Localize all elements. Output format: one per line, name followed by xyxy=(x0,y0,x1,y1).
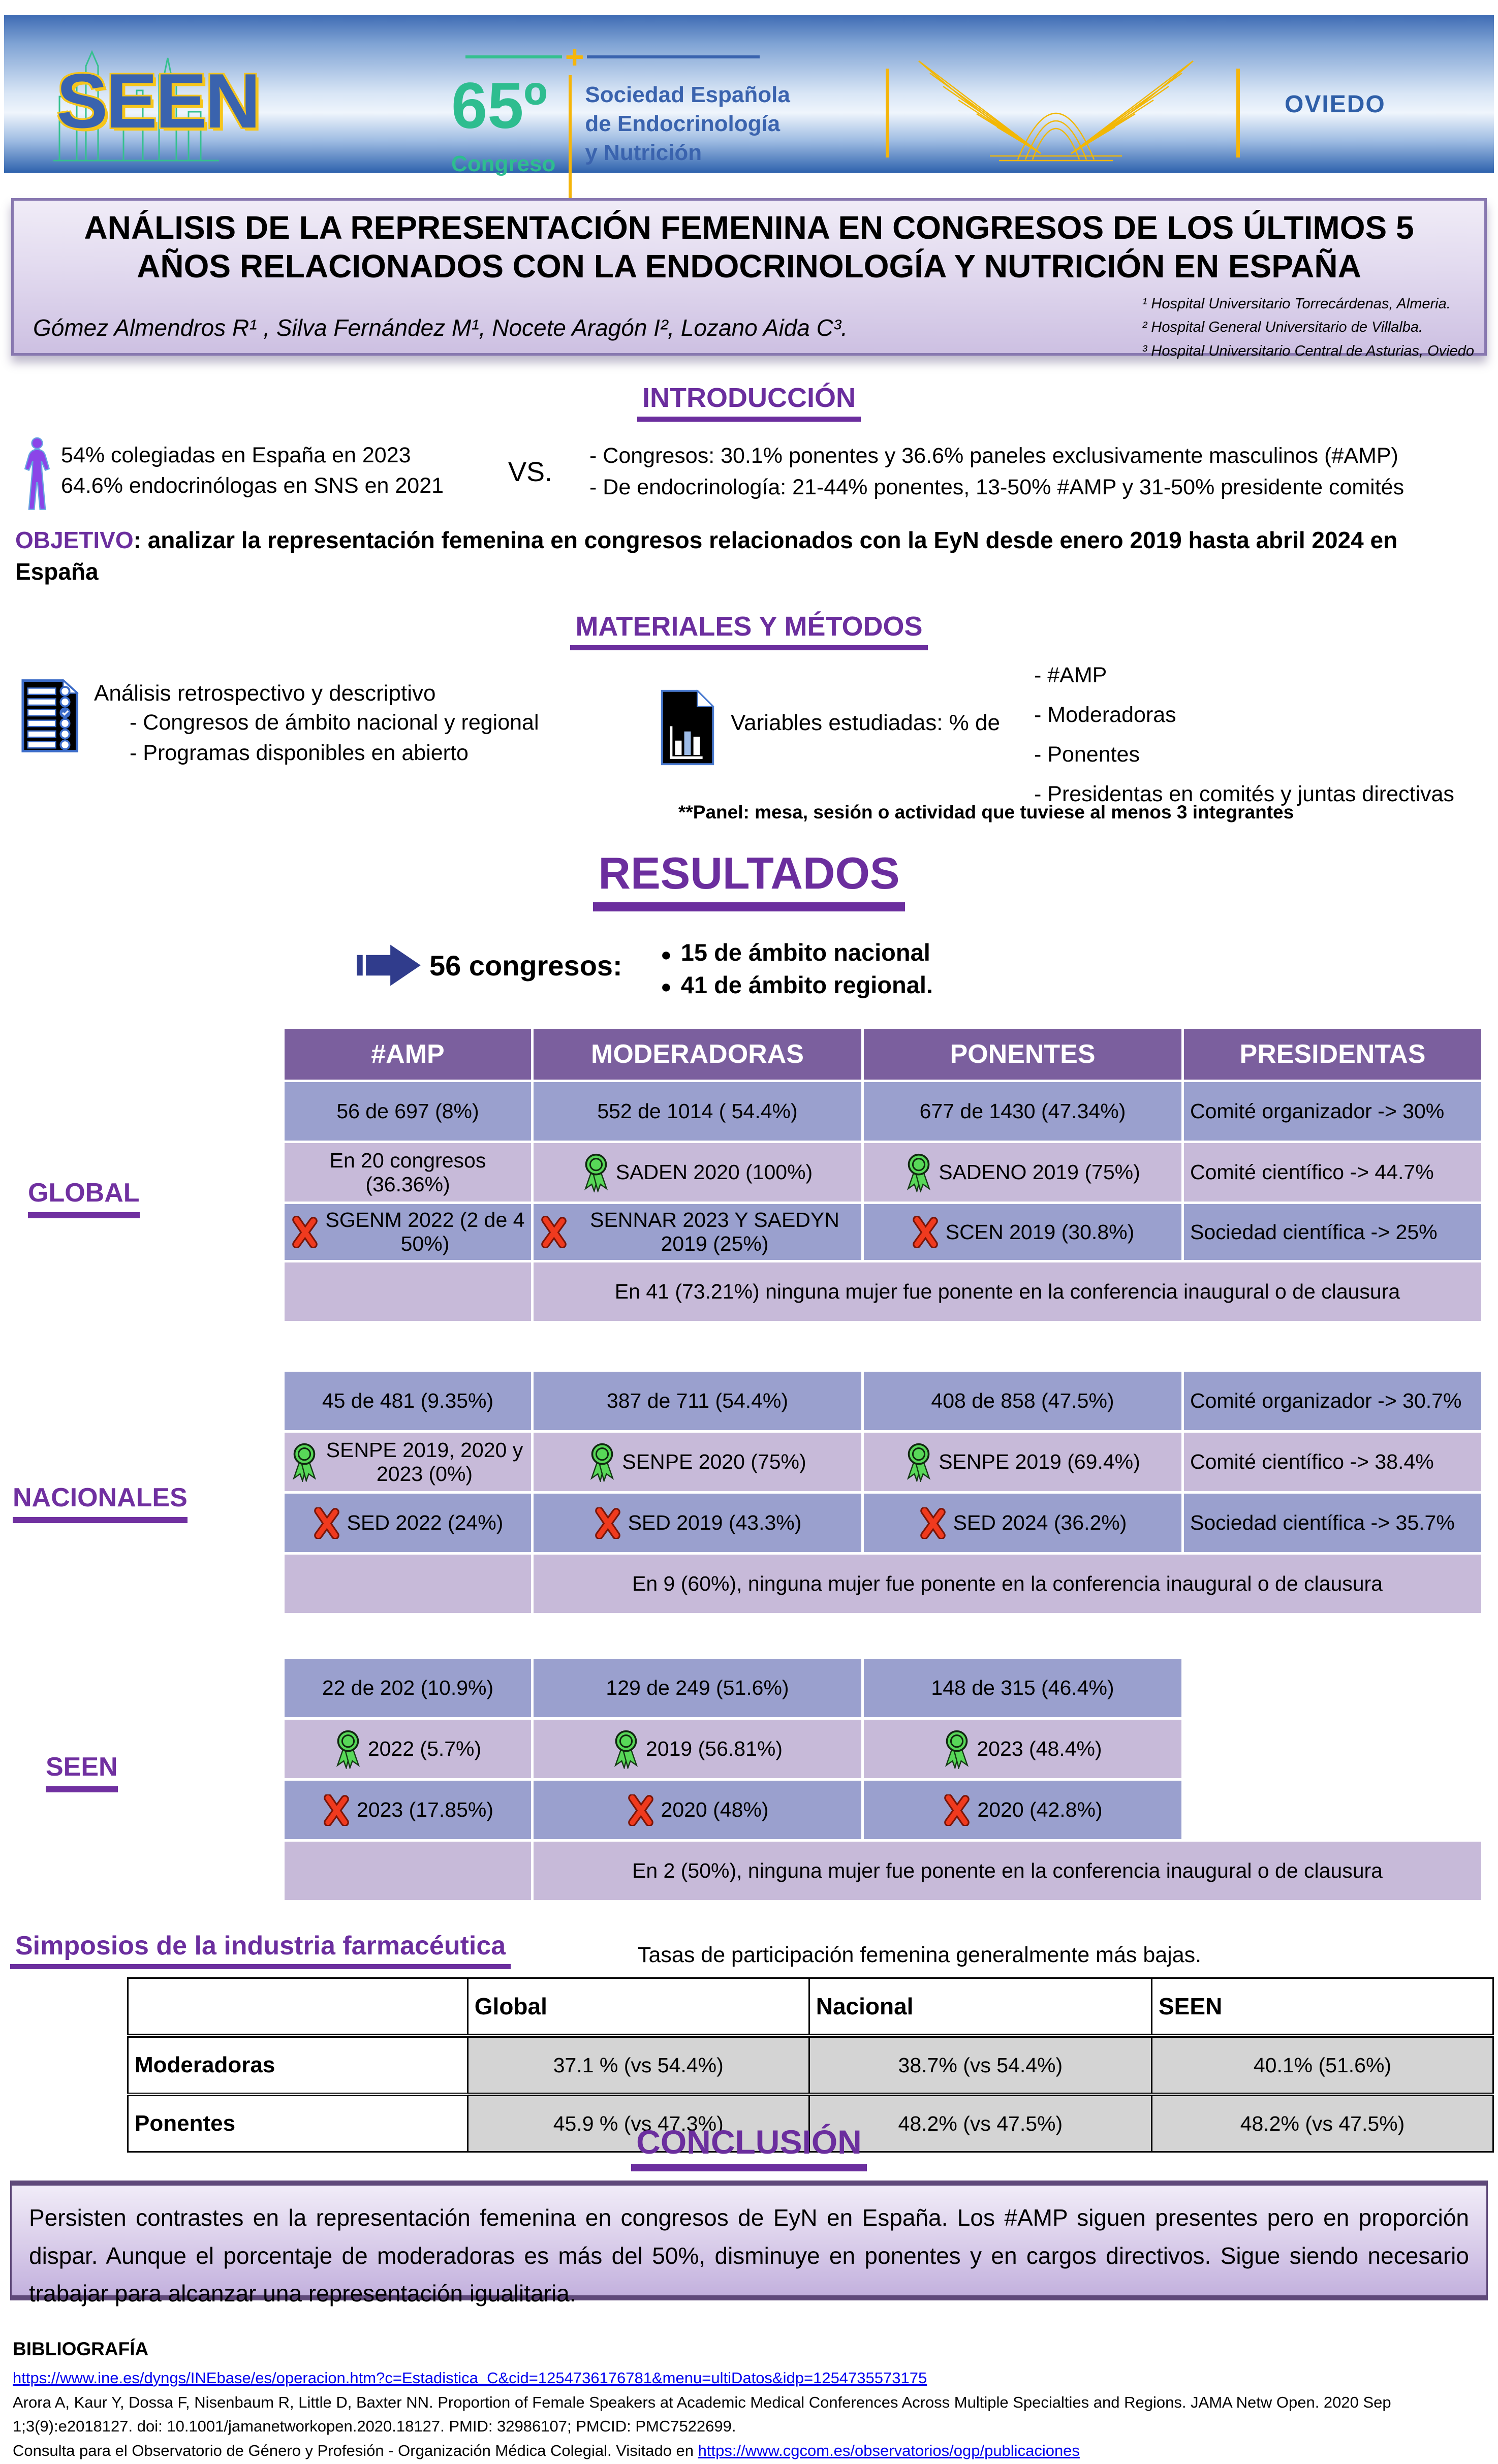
cgcom-link[interactable]: https://www.cgcom.es/observatorios/ogp/publicaciones xyxy=(698,2442,1080,2459)
congress-stats: - Congresos: 30.1% ponentes y 36.6% paneles exclusivamente masculinos (#AMP) - De endocrinología: 21-44% ponentes, 13-50% #AMP y 31-50% presidente comités xyxy=(589,444,1405,499)
table-cell: SED 2019 (43.3%) xyxy=(534,1494,861,1552)
seen-logo-text: SEEN xyxy=(56,58,259,144)
congress-65-logo xyxy=(451,39,790,203)
table-cell: 56 de 697 (8%) xyxy=(285,1082,531,1141)
table-cell: En 20 congresos (36.36%) xyxy=(285,1143,531,1202)
versus-label: VS. xyxy=(508,457,553,487)
table-row: Moderadoras 37.1 % (vs 54.4%) 38.7% (vs 54.4%) 40.1% (51.6%) xyxy=(128,2036,1493,2095)
table-note: En 41 (73.21%) ninguna mujer fue ponente en la conferencia inaugural o de clausura xyxy=(534,1262,1481,1321)
table-cell: Comité científico -> 44.7% xyxy=(1184,1143,1481,1202)
objective-label: OBJETIVO xyxy=(15,527,134,553)
ine-link[interactable]: https://www.ine.es/dyngs/INEbase/es/operacion.htm?c=Estadistica_C&cid=1254736176781&menu=ultiDatos&idp=1254735573175 xyxy=(13,2368,927,2387)
table-note: En 9 (60%), ninguna mujer fue ponente en la conferencia inaugural o de clausura xyxy=(534,1555,1481,1613)
medal-icon xyxy=(905,1153,932,1192)
divider xyxy=(569,75,572,203)
table-cell-empty xyxy=(285,1555,531,1613)
cross-icon xyxy=(627,1794,655,1826)
table-cell: SENPE 2019 (69.4%) xyxy=(864,1433,1181,1491)
society-name: Sociedad Española de Endocrinología y Nutrición xyxy=(585,82,790,166)
medal-icon xyxy=(943,1729,971,1769)
table-cell: 408 de 858 (47.5%) xyxy=(864,1372,1181,1430)
medal-icon xyxy=(334,1729,362,1769)
table-cell: Sociedad científica -> 35.7% xyxy=(1184,1494,1481,1552)
table-cell: SENPE 2019, 2020 y 2023 (0%) xyxy=(285,1433,531,1491)
conclusion-box: Persisten contrastes en la representación femenina en congresos de EyN en España. Los #AMP siguen presentes pero en proporción dispar. Aunque el porcentaje de moderadoras es más del 50%, disminuye en ponentes y en cargos directivos. Sigue siendo necesario trabajar para alcanzar una representación igualitaria. xyxy=(10,2181,1488,2300)
table-cell-empty xyxy=(285,1262,531,1321)
authors: Gómez Almendros R¹ , Silva Fernández M¹, Nocete Aragón I², Lozano Aida C³. xyxy=(33,314,848,341)
objective-paragraph: OBJETIVO: analizar la representación femenina en congresos relacionados con la EyN desde enero 2019 hasta abril 2024 en España xyxy=(15,527,1398,585)
cross-icon xyxy=(943,1794,971,1826)
seen-society-logo xyxy=(52,36,259,165)
woman-icon xyxy=(20,437,54,514)
intro-heading: INTRODUCCIÓN xyxy=(637,382,861,422)
table-cell: 552 de 1014 ( 54.4%) xyxy=(534,1082,861,1141)
table-cell: 677 de 1430 (47.34%) xyxy=(864,1082,1181,1141)
spain-stats: 54% colegiadas en España en 2023 64.6% endocrinólogas en SNS en 2021 xyxy=(61,443,444,498)
plus-motif-icon: + xyxy=(465,47,790,67)
column-header: Global xyxy=(467,1978,809,2036)
table-cell: SCEN 2019 (30.8%) xyxy=(864,1204,1181,1260)
cross-icon xyxy=(291,1216,319,1248)
bibliography-heading: BIBLIOGRAFÍA xyxy=(13,2339,149,2359)
table-cell: SENPE 2020 (75%) xyxy=(534,1433,861,1491)
variables-list: - #AMP - Moderadoras - Ponentes - Presidentas en comités y juntas directivas xyxy=(1034,663,1454,806)
table-cell: 45 de 481 (9.35%) xyxy=(285,1372,531,1430)
cross-icon xyxy=(322,1794,351,1826)
table-cell: SED 2024 (36.2%) xyxy=(864,1494,1181,1552)
table-cell: SADEN 2020 (100%) xyxy=(534,1143,861,1202)
table-row: Ponentes 45.9 % (vs 47.3%) 48.2% (vs 47.5%) 48.2% (vs 47.5%) xyxy=(128,2095,1493,2152)
congress-count: 56 congresos: xyxy=(429,950,622,982)
table-cell: 2020 (48%) xyxy=(534,1781,861,1839)
table-cell: SENNAR 2023 Y SAEDYN 2019 (25%) xyxy=(534,1204,861,1260)
congress-breakdown: ● 15 de ámbito nacional ● 41 de ámbito regional. xyxy=(661,939,933,998)
cross-icon xyxy=(594,1507,622,1539)
table-note: En 2 (50%), ninguna mujer fue ponente en la conferencia inaugural o de clausura xyxy=(534,1842,1481,1900)
column-header: PONENTES xyxy=(864,1029,1181,1080)
congress-word: Congreso xyxy=(451,151,556,176)
oviedo-conference-center-icon xyxy=(914,52,1198,169)
section-label-nacionales: NACIONALES xyxy=(13,1482,188,1523)
table-cell: Comité científico -> 38.4% xyxy=(1184,1433,1481,1491)
table-cell: 2019 (56.81%) xyxy=(534,1720,861,1778)
table-cell: SADENO 2019 (75%) xyxy=(864,1143,1181,1202)
results-table-nacionales xyxy=(285,1372,1489,1613)
medal-icon xyxy=(905,1442,932,1482)
column-header-empty xyxy=(128,1978,468,2036)
table-cell: SGENM 2022 (2 de 4 50%) xyxy=(285,1204,531,1260)
table-cell: Comité organizador -> 30.7% xyxy=(1184,1372,1481,1430)
table-cell: 387 de 711 (54.4%) xyxy=(534,1372,861,1430)
reference-jama: Arora A, Kaur Y, Dossa F, Nisenbaum R, Little D, Baxter NN. Proportion of Female Speakers at Academic Medical Conferences Across Multiple Specialties and Regions. JAMA Netw Open. 2020 Sep 1;3(9):e2018127. doi: 10.1001/jamanetworkopen.2020.18127. PMID: 32986107; PMCID: PMC7522699. xyxy=(13,2393,1391,2435)
column-header: Nacional xyxy=(809,1978,1151,2036)
results-table-seen xyxy=(285,1659,1489,1900)
reference-ogp: Consulta para el Observatorio de Género y Profesión - Organización Médica Colegial. Visitado en https://www.cgcom.es/observatorios/ogp/publicaciones xyxy=(13,2442,1080,2459)
medal-icon xyxy=(291,1442,318,1482)
table-cell: Comité organizador -> 30% xyxy=(1184,1082,1481,1141)
results-table-global xyxy=(285,1029,1489,1321)
table-cell: Sociedad científica -> 25% xyxy=(1184,1204,1481,1260)
divider xyxy=(886,69,889,157)
title-box xyxy=(11,198,1487,359)
column-header: MODERADORAS xyxy=(534,1029,861,1080)
bibliography xyxy=(13,2335,1486,2464)
table-cell: 2020 (42.8%) xyxy=(864,1781,1181,1839)
section-label-seen: SEEN xyxy=(46,1752,118,1792)
medal-icon xyxy=(582,1153,610,1192)
congress-number: 65º xyxy=(451,70,548,142)
cross-icon xyxy=(919,1507,947,1539)
column-header: #AMP xyxy=(285,1029,531,1080)
arrow-right-icon xyxy=(356,941,423,990)
column-header: PRESIDENTAS xyxy=(1184,1029,1481,1080)
congress-banner xyxy=(4,15,1494,176)
table-cell: SED 2022 (24%) xyxy=(285,1494,531,1552)
medal-icon xyxy=(588,1442,616,1482)
methods-heading: MATERIALES Y MÉTODOS xyxy=(570,611,927,650)
column-header: SEEN xyxy=(1151,1978,1493,2036)
table-cell-empty xyxy=(285,1842,531,1900)
variables-label: Variables estudiadas: % de xyxy=(731,710,1000,735)
city-name: OVIEDO xyxy=(1285,91,1386,118)
cross-icon xyxy=(313,1507,341,1539)
panel-footnote: **Panel: mesa, sesión o actividad que tuviese al menos 3 integrantes xyxy=(678,802,1294,823)
divider xyxy=(1236,69,1240,157)
cross-icon xyxy=(540,1216,568,1248)
methods-left-item: - Congresos de ámbito nacional y regional xyxy=(130,710,539,735)
table-cell: 2023 (17.85%) xyxy=(285,1781,531,1839)
survey-checklist-icon xyxy=(18,675,81,757)
conclusion-heading: CONCLUSIÓN xyxy=(631,2123,867,2171)
results-heading: RESULTADOS xyxy=(593,847,904,911)
table-cell: 22 de 202 (10.9%) xyxy=(285,1659,531,1717)
table-cell: 148 de 315 (46.4%) xyxy=(864,1659,1181,1717)
cross-icon xyxy=(911,1216,940,1248)
affiliations: ¹ Hospital Universitario Torrecárdenas, Almeria. ² Hospital General Universitario de Villalba. ³ Hospital Universitario Central de Asturias, Oviedo xyxy=(1142,296,1474,359)
poster-title: ANÁLISIS DE LA REPRESENTACIÓN FEMENINA EN CONGRESOS DE LOS ÚLTIMOS 5 AÑOS RELACIONADOS CON LA ENDOCRINOLOGÍA Y NUTRICIÓN EN ESPAÑA xyxy=(84,209,1414,285)
table-cell: 2023 (48.4%) xyxy=(864,1720,1181,1778)
chart-document-icon xyxy=(658,687,717,768)
methods-left-item: - Programas disponibles en abierto xyxy=(130,741,469,765)
symposia-subtitle: Tasas de participación femenina generalmente más bajas. xyxy=(638,1943,1202,1967)
methods-left-title: Análisis retrospectivo y descriptivo xyxy=(94,681,436,706)
medal-icon xyxy=(612,1729,640,1769)
table-cell: 129 de 249 (51.6%) xyxy=(534,1659,861,1717)
table-cell: 2022 (5.7%) xyxy=(285,1720,531,1778)
section-label-global: GLOBAL xyxy=(28,1178,140,1218)
symposia-heading: Simposios de la industria farmacéutica xyxy=(10,1931,511,1969)
